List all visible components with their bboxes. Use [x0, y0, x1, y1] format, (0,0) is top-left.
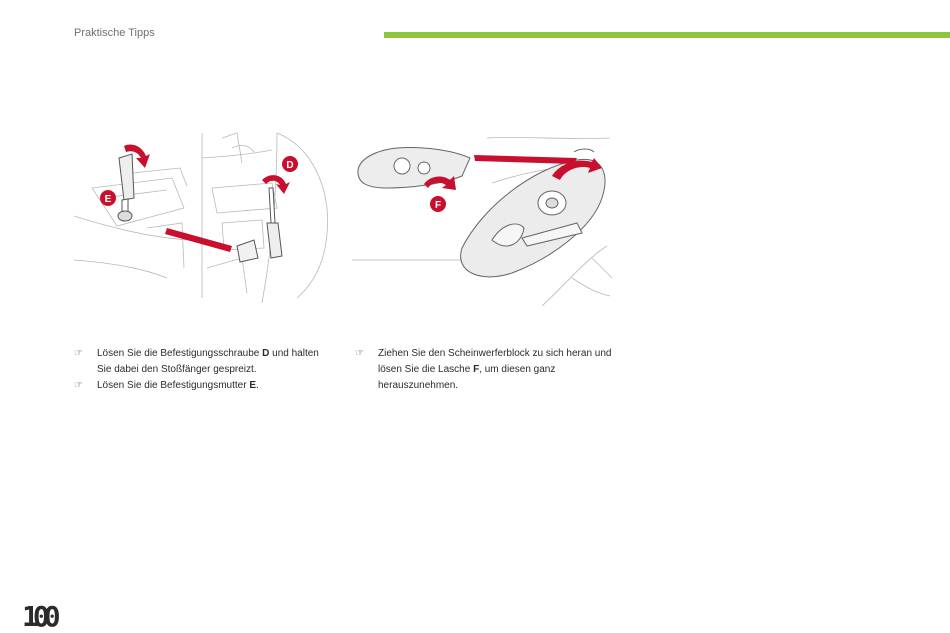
step-part-label: E [249, 380, 256, 391]
instructions-left [74, 346, 334, 394]
illustration-bumper-screws [72, 128, 336, 306]
step-text: Lösen Sie die Befestigungsschraube [97, 348, 263, 359]
accent-bar [384, 32, 950, 38]
page-number: 100 [22, 600, 55, 633]
pointing-hand-icon: ☞ [74, 348, 83, 359]
step-text: . [256, 380, 259, 391]
instructions-right [355, 346, 617, 394]
badge-d-label: D [286, 160, 294, 171]
badge-f-label: F [434, 200, 442, 211]
illustration-headlight-removal [352, 128, 614, 306]
section-title: Praktische Tipps [74, 27, 155, 39]
pointing-hand-icon: ☞ [355, 348, 364, 359]
step-text: Lösen Sie die Befestigungsmutter [97, 380, 250, 391]
step-text: und halten Sie dabei den Stoßfänger gespreizt. [97, 348, 319, 375]
instruction-step [355, 346, 617, 394]
badge-e-label: E [104, 194, 112, 205]
step-part-label: D [262, 348, 270, 359]
step-text: Ziehen Sie den Scheinwerferblock zu sich heran und lösen Sie die Lasche [378, 348, 612, 375]
instruction-step [74, 378, 334, 394]
step-part-label: F [473, 364, 480, 375]
step-text: , um diesen ganz herauszunehmen. [378, 364, 556, 391]
instruction-step [74, 346, 334, 378]
pointing-hand-icon: ☞ [74, 380, 83, 391]
